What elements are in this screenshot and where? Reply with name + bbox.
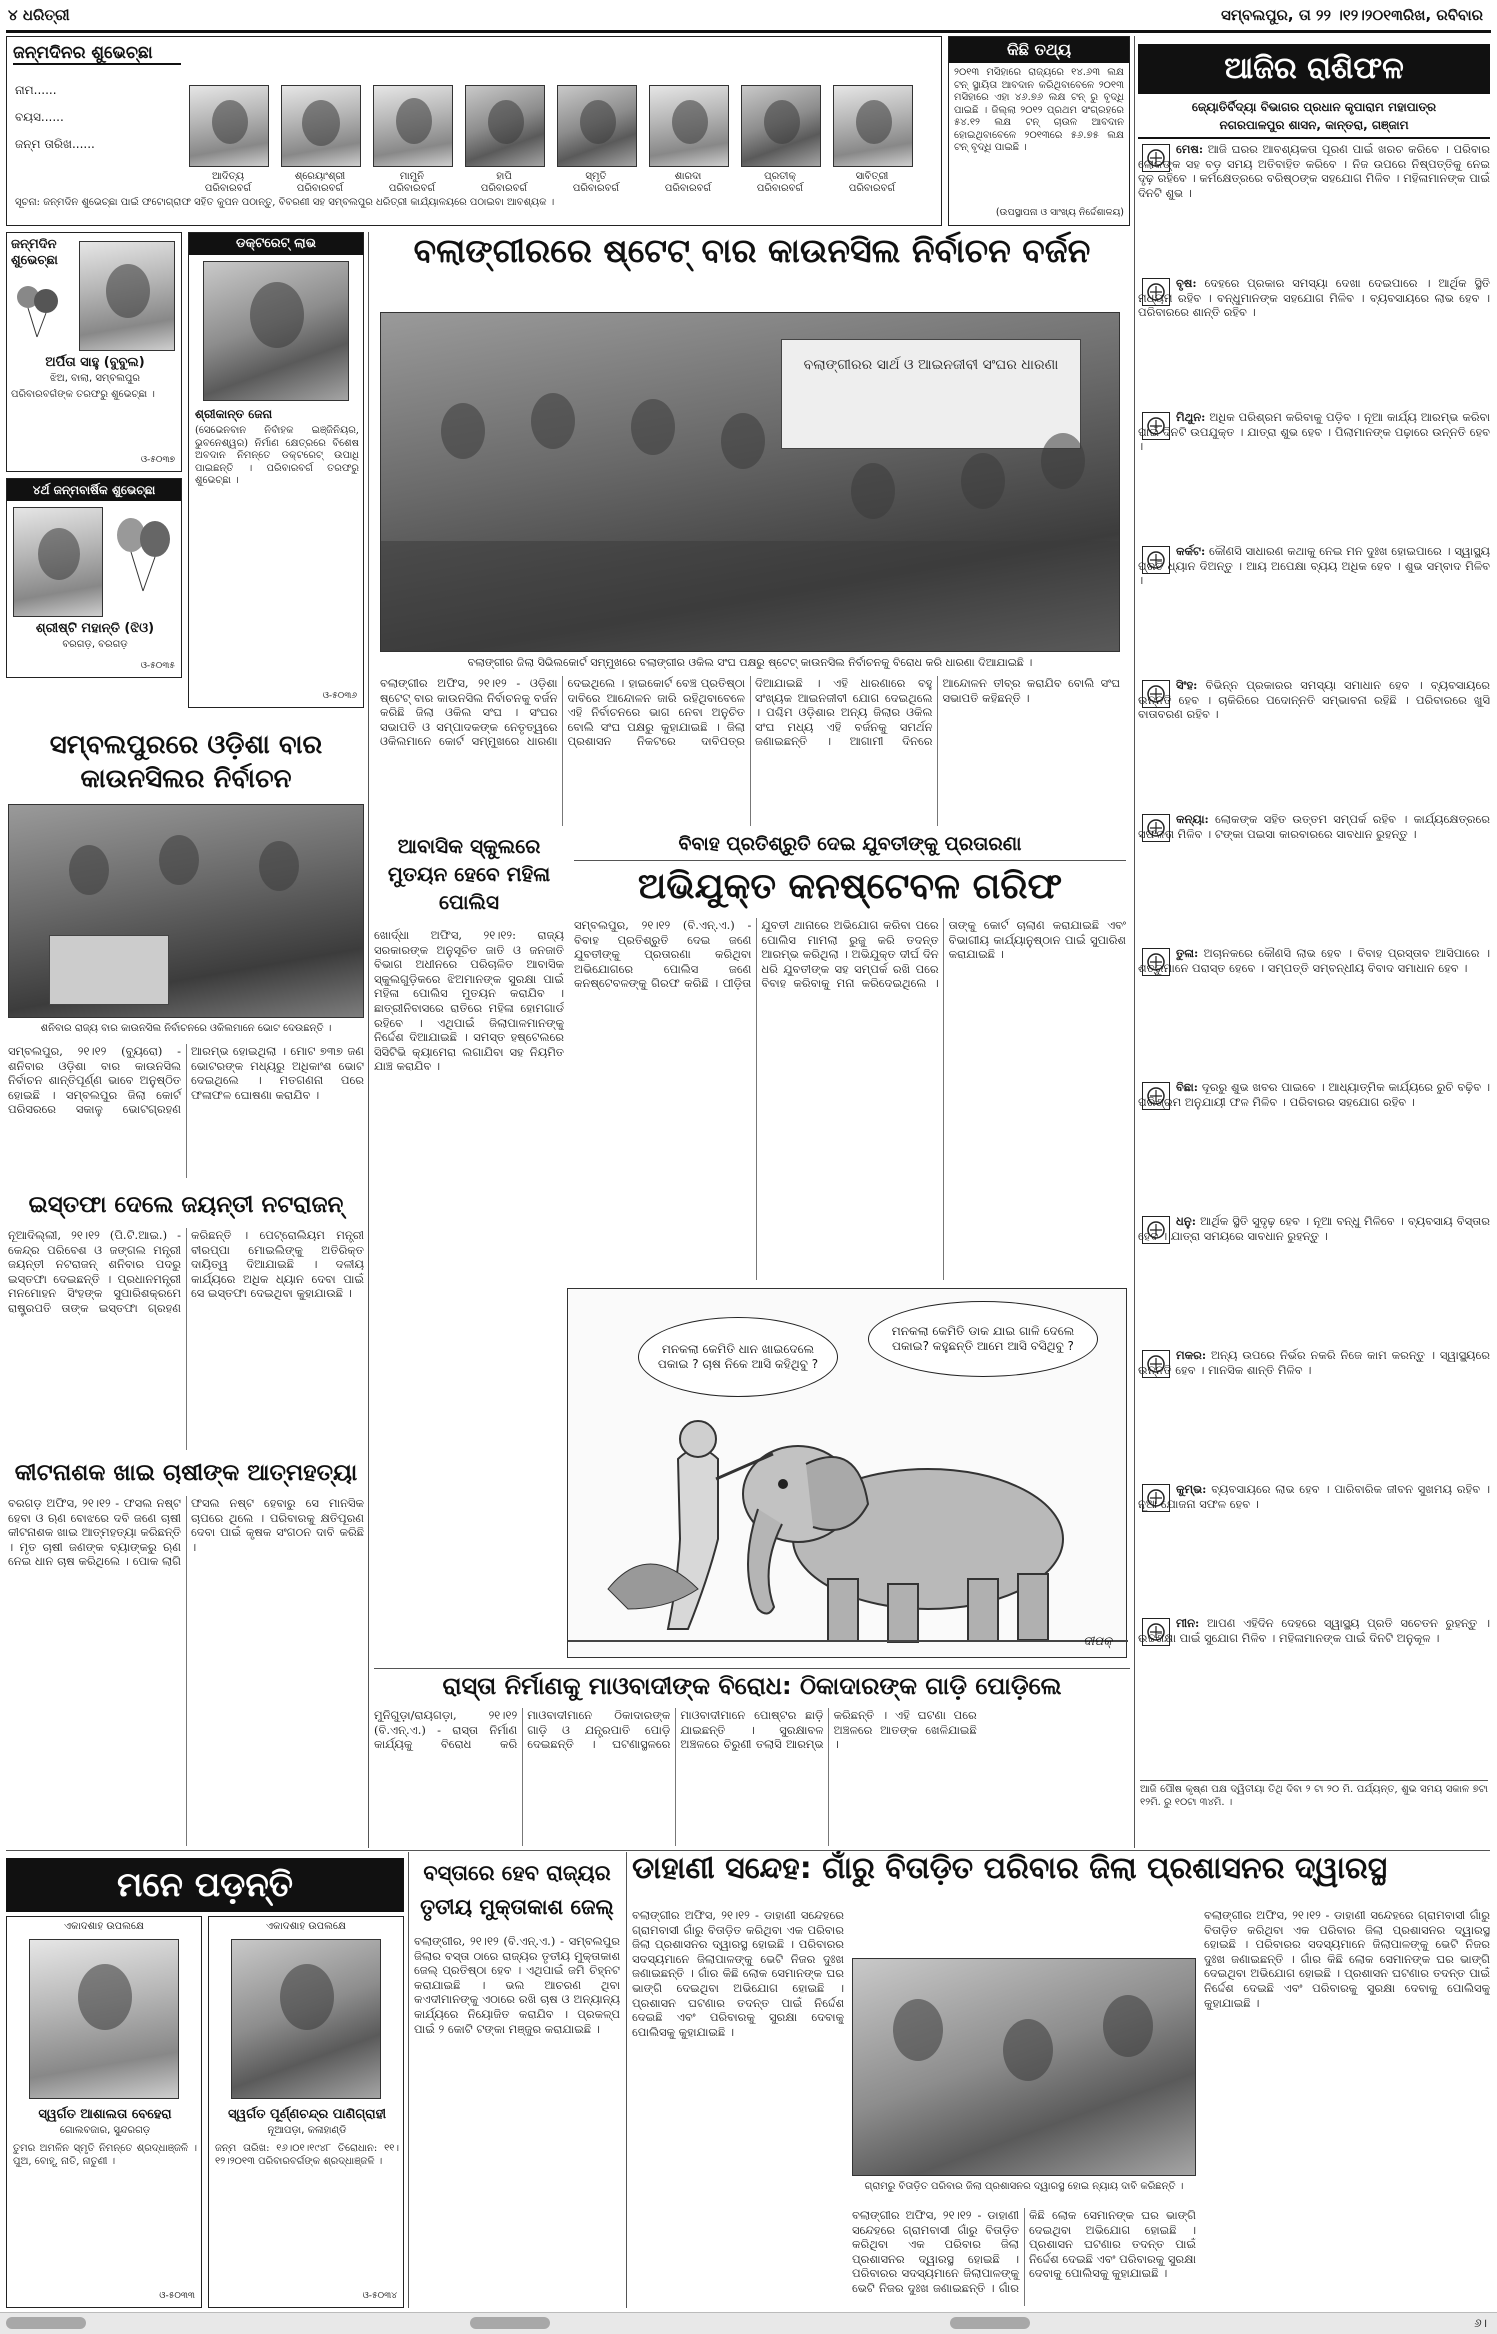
witch-headline: ଡାହାଣୀ ସନ୍ଦେହ: ଗାଁରୁ ବିତାଡ଼ିତ ପରିବାର ଜିଲା ପ୍ରଶାସନର ଦ୍ୱାରସ୍ଥ (632, 1851, 1387, 1886)
zodiac-sign-name: ମକର: (1176, 1348, 1207, 1362)
horoscope-entry (1138, 410, 1490, 540)
birthday-strip (6, 36, 942, 226)
facts-title: କିଛି ତଥ୍ୟ (949, 37, 1129, 63)
anniversary-box (6, 478, 182, 678)
zodiac-sign-text: ଅଧିକ ପରିଶ୍ରମ କରିବାକୁ ପଡ଼ିବ । ନୂଆ କାର୍ଯ୍ୟ ଆରମ୍ଭ କରିବା ପାଇଁ ଦିନଟି ଉପଯୁକ୍ତ । ଯାତ୍ରା ଶୁଭ ହେବ । ପିଲାମାନଙ୍କ ପଢ଼ାରେ ଉନ୍ନତି ହେବ । (1138, 410, 1490, 454)
horoscope-entry (1138, 142, 1490, 272)
zodiac-sign-text: ଅନ୍ୟ ଉପରେ ନିର୍ଭର ନକରି ନିଜେ କାମ କରନ୍ତୁ । ସ୍ୱାସ୍ଥ୍ୟରେ ଉନ୍ନତି ହେବ । ମାନସିକ ଶାନ୍ତି ମିଳିବ । (1138, 1348, 1490, 1377)
cartoon-panel (567, 1288, 1127, 1658)
memorial-card (6, 1916, 202, 2308)
maoist-body: ମୁନିଗୁଡ଼ା/ରାୟଗଡ଼ା, ୨୧।୧୨ (ବି.ଏନ୍.ଏ.) - ରାସ୍ତା ନିର୍ମାଣ କାର୍ଯ୍ୟକୁ ବିରୋଧ କରି ମାଓବାଦୀମାନେ ଠିକାଦାରଙ୍କ ଗାଡ଼ି ଓ ଯନ୍ତ୍ରପାତି ପୋଡ଼ି ଦେଇଛନ୍ତି । ଘଟଣାସ୍ଥଳରେ ମାଓବାଦୀମାନେ ପୋଷ୍ଟର ଛାଡ଼ି ଯାଇଛନ୍ତି । ସୁରକ୍ଷାବଳ ଅଞ୍ଚଳରେ ଚିରୁଣୀ ତଲାସି ଆରମ୍ଭ କରିଛନ୍ତି । ଏହି ଘଟଣା ପରେ ଅଞ୍ଚଳରେ ଆତଙ୍କ ଖେଳିଯାଇଛି । (374, 1708, 977, 1752)
witch-photo (852, 1958, 1196, 2176)
horoscope-entry (1138, 544, 1490, 674)
footer-marker (470, 2317, 550, 2329)
kid-card (275, 85, 365, 193)
doctorate-text: (ସେଭେନବାନ ନିର୍ବାହକ ଇଞ୍ଜିନିୟର, ଭୁବନେଶ୍ୱର) ନିର୍ମାଣ କ୍ଷେତ୍ରରେ ବିଶେଷ ଅବଦାନ ନିମନ୍ତେ ଡକ୍ଟରେଟ୍ ଉପାଧି ପାଇଛନ୍ତି । ପରିବାରବର୍ଗ ତରଫରୁ ଶୁଭେଚ୍ଛା । (195, 425, 359, 486)
horoscope-entry (1138, 946, 1490, 1076)
memorial-text: ଜନ୍ମ ତାରିଖ: ୧୬।୦୧।୧୯୪୮ ତିରୋଧାନ: ୧୧।୧୨।୨୦୧୩ ପରିବାରବର୍ଗଙ୍କ ଶ୍ରଦ୍ଧାଞ୍ଜଳି । (215, 2143, 399, 2167)
form-age-label: ବୟସ...... (15, 110, 64, 124)
memorial-title: ମନେ ପଡ଼ନ୍ତି (6, 1858, 404, 1912)
footer-page-mark: ୬। (1474, 2316, 1487, 2330)
form-dob-label: ଜନ୍ମ ତାରିଖ...... (15, 137, 95, 151)
maoist-headline: ରାସ୍ତା ନିର୍ମାଣକୁ ମାଓବାଦୀଙ୍କ ବିରୋଧ: ଠିକାଦାରଙ୍କ ଗାଡ଼ି ପୋଡ଼ିଲେ (374, 1668, 1130, 1701)
memorial-place: ଗୋଲବଜାର, ସୁନ୍ଦରଗଡ଼ (59, 2125, 151, 2136)
column-rule (408, 1852, 409, 2308)
facts-text: ୨୦୧୩ ମସିହାରେ ରାଜ୍ୟରେ ୧୪.୬୩ ଲକ୍ଷ ଟନ୍ ସ୍ଥାୟିତା ଆବଦାନ କରିଥିବାବେଳେ ୨୦୧୩ ମସିହାରେ ଏହା ୪୬.୭୬ ଲକ୍ଷ ଟନ୍ ରୁ ବୃଦ୍ଧି ପାଇଛି । ଜିଲ୍ଲା ୨୦୧୨ ପ୍ରଥମ ସଂଗ୍ରହରେ ୫୪.୧୨ ଲକ୍ଷ ଟନ୍ ଚାଉଳ ଆବଦାନ ହୋଇଥିବାବେଳେ ୨୦୧୩ରେ ୫୬.୭୫ ଲକ୍ଷ ଟନ୍ ବୃଦ୍ଧି ପାଇଛି । (954, 67, 1124, 153)
birthday-left-photo (79, 241, 175, 351)
memorial-code: ଓ-୫୦୩୩ (159, 2291, 195, 2301)
memorial-text: ତୁମର ଅମଳିନ ସ୍ମୃତି ନିମନ୍ତେ ଶ୍ରଦ୍ଧାଞ୍ଜଳି । ପୁଅ, ବୋହୂ, ନାତି, ନାତୁଣୀ । (13, 2143, 197, 2167)
kid-note: ପରିବାରବର୍ଗ (756, 183, 804, 194)
protest-banner-text: ବଲାଙ୍ଗୀରର ସାର୍ଥ ଓ ଆଇନଜୀବୀ ସଂଘର ଧାରଣା (803, 357, 1059, 373)
birthday-left-relation: ଝିଅ, ବାଲା, ସମ୍ବଲପୁର (50, 373, 140, 384)
kid-card (643, 85, 733, 193)
bar-council-body: ବଲାଙ୍ଗୀର ଅଫିସ, ୨୧।୧୨ - ଓଡ଼ିଶା ଷ୍ଟେଟ୍ ବାର କାଉନସିଲ ନିର୍ବାଚନକୁ ବର୍ଜନ କରିଛି ଜିଲା ଓକିଲ ସଂଘ । ସଂଘର ସଭାପତି ଓ ସମ୍ପାଦକଙ୍କ ନେତୃତ୍ୱରେ ଓକିଲମାନେ କୋର୍ଟ ସମ୍ମୁଖରେ ଧାରଣା ଦେଇଥିଲେ । ହାଇକୋର୍ଟ ବେଞ୍ଚ ପ୍ରତିଷ୍ଠା ଦାବିରେ ଆନ୍ଦୋଳନ ଜାରି ରହିଥିବାବେଳେ ଏହି ନିର୍ବାଚନରେ ଭାଗ ନେବା ଅନୁଚିତ ବୋଲି ସଂଘ ପକ୍ଷରୁ କୁହାଯାଇଛି । ଜିଲା ପ୍ରଶାସନ ନିକଟରେ ଦାବିପତ୍ର ଦିଆଯାଇଛି । ଏହି ଧାରଣାରେ ବହୁ ସଂଖ୍ୟକ ଆଇନଜୀବୀ ଯୋଗ ଦେଇଥିଲେ । ପଶ୍ଚିମ ଓଡ଼ିଶାର ଅନ୍ୟ ଜିଲାର ଓକିଲ ସଂଘ ମଧ୍ୟ ଏହି ବର୍ଜନକୁ ସମର୍ଥନ ଜଣାଇଛନ୍ତି । ଆଗାମୀ ଦିନରେ ଆନ୍ଦୋଳନ ତୀବ୍ର କରାଯିବ ବୋଲି ସଂଘ ସଭାପତି କହିଛନ୍ତି । (380, 676, 1120, 749)
zodiac-sign-name: ମେଷ: (1176, 142, 1204, 156)
zodiac-sign-name: ଧନୁ: (1176, 1214, 1196, 1228)
anniversary-code: ଓ-୫୦୩୫ (140, 661, 175, 671)
memorial-photo (29, 1939, 179, 2099)
birthday-notice: ସୂଚନା: ଜନ୍ମଦିନ ଶୁଭେଚ୍ଛା ପାଇଁ ଫଟୋଗ୍ରାଫ ସହିତ କୁପନ ପଠାନ୍ତୁ, ବିବରଣୀ ସହ ସମ୍ବଲପୁର ଧରିତ୍ରୀ କାର୍ଯ୍ୟାଳୟରେ ପଠାଇବା ଆବଶ୍ୟକ । (15, 197, 555, 208)
memorial-card (208, 1916, 404, 2308)
form-name-label: ନାମ...... (15, 83, 57, 97)
memorial-photo (231, 1939, 381, 2099)
memorial-place: ନୂଆପଡ଼ା, କଳାହାଣ୍ଡି (267, 2125, 347, 2136)
doctorate-box (188, 232, 364, 708)
kid-note: ପରିବାରବର୍ଗ (664, 183, 712, 194)
facts-source: (ଉପସ୍ଥାପନା ଓ ସାଂଖ୍ୟ ନିର୍ଦ୍ଦେଶାଳୟ) (995, 207, 1124, 218)
kid-photo (833, 85, 913, 167)
farmer-headline: କୀଟନାଶକ ଖାଇ ଚାଷୀଙ୍କ ଆତ୍ମହତ୍ୟା (14, 1460, 358, 1486)
zodiac-sign-name: ବୃଷ: (1176, 276, 1197, 290)
zodiac-sign-name: କର୍କଟ: (1176, 544, 1206, 558)
kid-photo (189, 85, 269, 167)
horoscope-entry (1138, 1214, 1490, 1344)
kid-name: ଆଦିତ୍ୟ (212, 171, 244, 182)
birthday-left-name: ଅର୍ପିତା ସାହୁ (ବୁବୁଲ) (45, 355, 145, 370)
dateline: ସମ୍ବଲପୁର, ତା ୨୨ ।୧୨।୨୦୧୩ରିଖ, ରବିବାର (1221, 6, 1483, 24)
kid-photo (373, 85, 453, 167)
horoscope-entry (1138, 276, 1490, 406)
memorial-name: ସ୍ୱର୍ଗତ ପୂର୍ଣ୍ଣଚନ୍ଦ୍ର ପାଣିଗ୍ରାହୀ (227, 2107, 387, 2122)
doctorate-photo (203, 261, 349, 401)
zodiac-sign-text: ଲୋକଙ୍କ ସହିତ ଉତ୍ତମ ସମ୍ପର୍କ ରହିବ । କାର୍ଯ୍ୟକ୍ଷେତ୍ରରେ ସଫଳତା ମିଳିବ । ଟଙ୍କା ପଇସା କାରବାରରେ ସାବଧାନ ରୁହନ୍ତୁ । (1138, 812, 1490, 841)
anniversary-title: ୪ର୍ଥ ଜନ୍ମବାର୍ଷିକ ଶୁଭେଚ୍ଛା (7, 479, 181, 501)
bar-council-headline: ବଲାଙ୍ଗୀରରେ ଷ୍ଟେଟ୍ ବାର କାଉନସିଲ ନିର୍ବାଚନ ବର୍ଜନ (413, 231, 1091, 270)
zodiac-sign-name: ତୁଳା: (1176, 946, 1199, 960)
zodiac-sign-text: ଦେହରେ ପ୍ରକାର ସମସ୍ୟା ଦେଖା ଦେଇପାରେ । ଆର୍ଥିକ ସ୍ଥିତି ମଧ୍ୟମ ରହିବ । ବନ୍ଧୁମାନଙ୍କ ସହଯୋଗ ମିଳିବ । ବ୍ୟବସାୟରେ ଲାଭ ହେବ । ପରିବାରରେ ଶାନ୍ତି ରହିବ । (1138, 276, 1490, 320)
kid-note: ପରିବାରବର୍ଗ (572, 183, 620, 194)
kid-name: ଶାରଦା (674, 171, 702, 182)
page-footer-bar (0, 2312, 1497, 2334)
facts-box (948, 36, 1130, 226)
constable-body: ସମ୍ବଲପୁର, ୨୧।୧୨ (ବି.ଏନ୍.ଏ.) - ବିବାହ ପ୍ରତିଶ୍ରୁତି ଦେଇ ଜଣେ ଯୁବତୀଙ୍କୁ ପ୍ରତାରଣା କରିଥିବା ଅଭିଯୋଗରେ ପୋଲିସ ଜଣେ କନଷ୍ଟେବଳଙ୍କୁ ଗିରଫ କରିଛି । ପୀଡ଼ିତା ଯୁବତୀ ଥାନାରେ ଅଭିଯୋଗ କରିବା ପରେ ପୋଲିସ ମାମଲା ରୁଜୁ କରି ତଦନ୍ତ ଆରମ୍ଭ କରିଥିଲା । ଅଭିଯୁକ୍ତ ଦୀର୍ଘ ଦିନ ଧରି ଯୁବତୀଙ୍କ ସହ ସମ୍ପର୍କ ରଖି ପରେ ବିବାହ କରିବାକୁ ମନା କରିଦେଇଥିଲେ । ତାଙ୍କୁ କୋର୍ଟ ଚାଲାଣ କରାଯାଇଛି ଏବଂ ବିଭାଗୀୟ କାର୍ଯ୍ୟାନୁଷ୍ଠାନ ପାଇଁ ସୁପାରିଶ କରାଯାଇଛି । (574, 918, 1126, 991)
footer-marker (950, 2317, 1030, 2329)
zodiac-sign-text: ବିଭିନ୍ନ ପ୍ରକାରର ସମସ୍ୟା ସମାଧାନ ହେବ । ବ୍ୟବସାୟରେ ଉନ୍ନତି ହେବ । ଚାକିରିରେ ପଦୋନ୍ନତି ସମ୍ଭାବନା ରହିଛି । ପରିବାରରେ ଖୁସି ବାତାବରଣ ରହିବ । (1138, 678, 1490, 722)
cartoon-bubble-right: ମନକଲା କେମିତି ଡାକ ଯାଇ ଗାଳି ଦେଲେ ପକାଇ? କହୁଛନ୍ତି ଆମେ ଆସି ବସିଥିବୁ ? (868, 1301, 1098, 1377)
kid-note: ପରିବାରବର୍ଗ (388, 183, 436, 194)
jail-body: ବଲାଙ୍ଗୀର, ୨୧।୧୨ (ବି.ଏନ୍.ଏ.) - ସମ୍ବଲପୁର ଜିଲାର ବସ୍ତା ଠାରେ ରାଜ୍ୟର ତୃତୀୟ ମୁକ୍ତାକାଶ ଜେଲ୍ ପ୍ରତିଷ୍ଠା ହେବ । ଏଥିପାଇଁ ଜମି ଚିହ୍ନଟ କରାଯାଇଛି । ଭଲ ଆଚରଣ ଥିବା କଏଦୀମାନଙ୍କୁ ଏଠାରେ ରଖି ଚାଷ ଓ ଅନ୍ୟାନ୍ୟ କାର୍ଯ୍ୟରେ ନିୟୋଜିତ କରାଯିବ । ପ୍ରକଳ୍ପ ପାଇଁ ୨ କୋଟି ଟଙ୍କା ମଞ୍ଜୁର କରାଯାଇଛି । (414, 1934, 620, 2036)
doctorate-title: ଡକ୍ଟରେଟ୍ ଲାଭ (189, 233, 363, 255)
zodiac-sign-name: ମିଥୁନ: (1176, 410, 1206, 424)
sambalpur-bar-caption: ଶନିବାର ରାଜ୍ୟ ବାର କାଉନସିଲ ନିର୍ବାଚନରେ ଓକିଲମାନେ ଭୋଟ ଦେଉଛନ୍ତି । (40, 1023, 332, 1034)
kid-photo (649, 85, 729, 167)
anniversary-photo (13, 507, 103, 617)
doctorate-name: ଶ୍ରୀକାନ୍ତ ଜେନା (195, 407, 273, 421)
balloons-icon (111, 513, 175, 593)
witch-body-right: ବଲାଙ୍ଗୀର ଅଫିସ, ୨୧।୧୨ - ଡାହାଣୀ ସନ୍ଦେହରେ ଗ୍ରାମବାସୀ ଗାଁରୁ ବିତାଡ଼ିତ କରିଥିବା ଏକ ପରିବାର ଜିଲା ପ୍ରଶାସନର ଦ୍ୱାରସ୍ଥ ହୋଇଛି । ପରିବାରର ସଦସ୍ୟମାନେ ଜିଲାପାଳଙ୍କୁ ଭେଟି ନିଜର ଦୁଃଖ ଜଣାଇଛନ୍ତି । ଗାଁର କିଛି ଲୋକ ସେମାନଙ୍କ ଘର ଭାଙ୍ଗି ଦେଇଥିବା ଅଭିଯୋଗ ହୋଇଛି । ପ୍ରଶାସନ ଘଟଣାର ତଦନ୍ତ ପାଇଁ ନିର୍ଦ୍ଦେଶ ଦେଇଛି ଏବଂ ପରିବାରକୁ ସୁରକ୍ଷା ଦେବାକୁ ପୋଲିସକୁ କୁହାଯାଇଛି । (1204, 1908, 1490, 2010)
kid-card (459, 85, 549, 193)
police-school-headline: ଆବାସିକ ସ୍କୁଲରେ ମୁତୟନ ହେବେ ମହିଳା ପୋଲିସ (387, 834, 551, 914)
horoscope-entry (1138, 1616, 1490, 1746)
zodiac-sign-text: କୌଣସି ସାଧାରଣ କଥାକୁ ନେଇ ମନ ଦୁଃଖ ହୋଇପାରେ । ସ୍ୱାସ୍ଥ୍ୟ ପ୍ରତି ଧ୍ୟାନ ଦିଅନ୍ତୁ । ଆୟ ଅପେକ୍ଷା ବ୍ୟୟ ଅଧିକ ହେବ । ଶୁଭ ସମ୍ବାଦ ମିଳିବ । (1138, 544, 1490, 588)
horoscope-entry (1138, 1080, 1490, 1210)
resignation-body: ନୂଆଦିଲ୍ଲୀ, ୨୧।୧୨ (ପି.ଟି.ଆଇ.) - କେନ୍ଦ୍ର ପରିବେଶ ଓ ଜଙ୍ଗଲ ମନ୍ତ୍ରୀ ଜୟନ୍ତୀ ନଟରାଜନ୍ ଶନିବାର ପଦରୁ ଇସ୍ତଫା ଦେଇଛନ୍ତି । ପ୍ରଧାନମନ୍ତ୍ରୀ ମନମୋହନ ସିଂହଙ୍କ ସୁପାରିଶକ୍ରମେ ରାଷ୍ଟ୍ରପତି ତାଙ୍କ ଇସ୍ତଫା ଗ୍ରହଣ କରିଛନ୍ତି । ପେଟ୍ରୋଲିୟମ ମନ୍ତ୍ରୀ ବୀରପ୍ପା ମୋଇଲିଙ୍କୁ ଅତିରିକ୍ତ ଦାୟିତ୍ୱ ଦିଆଯାଇଛି । ଦଳୀୟ କାର୍ଯ୍ୟରେ ଅଧିକ ଧ୍ୟାନ ଦେବା ପାଇଁ ସେ ଇସ୍ତଫା ଦେଇଥିବା କୁହାଯାଉଛି । (8, 1228, 364, 1315)
memorial-code: ଓ-୫୦୩୪ (362, 2291, 397, 2301)
horoscope-entry (1138, 678, 1490, 808)
horoscope-entry (1138, 812, 1490, 942)
memorial-name: ସ୍ୱର୍ଗତ ଆଶାଲତା ବେହେରା (38, 2107, 172, 2122)
kid-card (735, 85, 825, 193)
birthday-form (15, 77, 175, 158)
kid-card (367, 85, 457, 193)
birthday-left-title: ଜନ୍ମଦିନ ଶୁଭେଚ୍ଛା (11, 237, 58, 268)
zodiac-sign-name: ମୀନ: (1176, 1616, 1200, 1630)
horoscope-list (1138, 142, 1490, 1772)
zodiac-sign-text: ଆଜି ଘରର ଆବଶ୍ୟକତା ପୂରଣ ପାଇଁ ଖରଚ କରିବେ । ପରିବାର ଲୋକଙ୍କ ସହ ବଡ଼ ସମୟ ଅତିବାହିତ କରିବେ । ନିଜ ଉପରେ ନିଷ୍ପତ୍ତିକୁ ନେଇ ଦୃଢ଼ ରହିବେ । କର୍ମକ୍ଷେତ୍ରରେ ବରିଷ୍ଠଙ୍କ ସହଯୋଗ ମିଳିବ । ମହିଳାମାନଙ୍କ ପାଇଁ ଦିନଟି ଶୁଭ । (1138, 142, 1490, 200)
kid-name: ପ୍ରତୀକ୍ (764, 171, 796, 182)
witch-body-left: ବଲାଙ୍ଗୀର ଅଫିସ, ୨୧।୧୨ - ଡାହାଣୀ ସନ୍ଦେହରେ ଗ୍ରାମବାସୀ ଗାଁରୁ ବିତାଡ଼ିତ କରିଥିବା ଏକ ପରିବାର ଜିଲା ପ୍ରଶାସନର ଦ୍ୱାରସ୍ଥ ହୋଇଛି । ପରିବାରର ସଦସ୍ୟମାନେ ଜିଲାପାଳଙ୍କୁ ଭେଟି ନିଜର ଦୁଃଖ ଜଣାଇଛନ୍ତି । ଗାଁର କିଛି ଲୋକ ସେମାନଙ୍କ ଘର ଭାଙ୍ଗି ଦେଇଥିବା ଅଭିଯୋଗ ହୋଇଛି । ପ୍ରଶାସନ ଘଟଣାର ତଦନ୍ତ ପାଇଁ ନିର୍ଦ୍ଦେଶ ଦେଇଛି ଏବଂ ପରିବାରକୁ ସୁରକ୍ଷା ଦେବାକୁ ପୋଲିସକୁ କୁହାଯାଇଛି । (632, 1908, 844, 2039)
horoscope-title: ଆଜିର ରାଶିଫଳ (1138, 44, 1490, 94)
horoscope-entry (1138, 1348, 1490, 1478)
anniversary-relation: ବରଗଡ଼, ବରଗଡ଼ (62, 639, 128, 650)
memorial-tag: ଏକାଦଶାହ ଉପଲକ୍ଷେ (64, 1921, 144, 1932)
zodiac-sign-name: କୁମ୍ଭ: (1176, 1482, 1207, 1496)
birthday-left-note: ପରିବାରବର୍ଗଙ୍କ ତରଫରୁ ଶୁଭେଚ୍ଛା । (11, 389, 155, 400)
elephant-illustration (568, 1289, 1128, 1659)
protest-banner (781, 339, 1081, 449)
zodiac-sign-text: ଆପଣ ଏହିଦିନ ଦେହରେ ସ୍ୱାସ୍ଥ୍ୟ ପ୍ରତି ସଚେତନ ରୁହନ୍ତୁ । ଉଚ୍ଚଶିକ୍ଷା ପାଇଁ ସୁଯୋଗ ମିଳିବ । ମହିଳାମାନଙ୍କ ପାଇଁ ଦିନଟି ଅନୁକୂଳ । (1138, 1616, 1490, 1645)
zodiac-sign-text: ଦୂରରୁ ଶୁଭ ଖବର ପାଇବେ । ଆଧ୍ୟାତ୍ମିକ କାର୍ଯ୍ୟରେ ରୁଚି ବଢ଼ିବ । ପରିଶ୍ରମ ଅନୁଯାୟୀ ଫଳ ମିଳିବ । ପରିବାରର ସହଯୋଗ ରହିବ । (1138, 1080, 1490, 1109)
column-rule (1134, 36, 1135, 1848)
kid-note: ପରିବାରବର୍ଗ (480, 183, 528, 194)
kid-photo (465, 85, 545, 167)
memorial-tag: ଏକାଦଶାହ ଉପଲକ୍ଷେ (266, 1921, 346, 1932)
kid-card (183, 85, 273, 193)
birthday-strip-title: ଜନ୍ମଦିନର ଶୁଭେଚ୍ଛା (13, 43, 181, 65)
kid-name: ଶ୍ରେୟାଂଶ୍ରୀ (294, 171, 346, 182)
kid-note: ପରିବାରବର୍ଗ (296, 183, 344, 194)
balloons-icon (13, 279, 63, 339)
cartoon-bubble-left: ମନକଲା କେମିତି ଧାନ ଖାଇଦେଲେ ପକାଇ ? ଚାଷ ନିକେ ଆସି କହିଥିବୁ ? (638, 1317, 838, 1397)
bar-council-photo (380, 312, 1120, 652)
horoscope-footer: ଆଜି ପୌଷ କୃଷ୍ଣ ପକ୍ଷ ଦ୍ୱିତୀୟା ତିଥି ଦିବା ୨ ଟା ୨୦ ମି. ପର୍ଯ୍ୟନ୍ତ, ଶୁଭ ସମୟ ସକାଳ ୭ଟା ୧୨ମି. ରୁ ୧୦ଟା ୩୪ମି. । (1140, 1780, 1488, 1838)
kid-card (551, 85, 641, 193)
constable-headline: ଅଭିଯୁକ୍ତ କନଷ୍ଟେବଳ ଗରିଫ (637, 866, 1063, 907)
horoscope-address: ନଗରପାଳପୁର ଶାସନ, କାନ୍ତରା, ଗଞ୍ଜାମ (1138, 118, 1490, 139)
kid-name: ମାମୁନି (399, 171, 425, 182)
section-rule (6, 1850, 1490, 1851)
zodiac-sign-name: ବିଛା: (1176, 1080, 1199, 1094)
resignation-headline: ଇସ୍ତଫା ଦେଲେ ଜୟନ୍ତୀ ନଟରାଜନ୍ (28, 1192, 344, 1218)
sambalpur-bar-headline: ସମ୍ବଲପୁରରେ ଓଡ଼ିଶା ବାର କାଉନସିଲର ନିର୍ବାଚନ (49, 730, 323, 794)
kid-name: ସ୍ମୃତି (585, 171, 607, 182)
kid-name: ସାବିତ୍ରୀ (855, 171, 889, 182)
zodiac-sign-text: ଅଚାନକରେ କୌଣସି ଲାଭ ହେବ । ବିବାହ ପ୍ରସ୍ତାବ ଆସିପାରେ । ଶତ୍ରୁମାନେ ପରାସ୍ତ ହେବେ । ସମ୍ପତ୍ତି ସମ୍ବନ୍ଧୀୟ ବିବାଦ ସମାଧାନ ହେବ । (1138, 946, 1490, 975)
kid-name: ହାପି (496, 171, 512, 182)
farmer-body: ବରଗଡ଼ ଅଫିସ, ୨୧।୧୨ - ଫସଲ ନଷ୍ଟ ହେବା ଓ ଋଣ ବୋଝରେ ଦବି ଜଣେ ଚାଷୀ କୀଟନାଶକ ଖାଇ ଆତ୍ମହତ୍ୟା କରିଛନ୍ତି । ମୃତ ଚାଷୀ ଜଣଙ୍କ ବ୍ୟାଙ୍କରୁ ଋଣ ନେଇ ଧାନ ଚାଷ କରିଥିଲେ । ପୋକ ଲାଗି ଫସଲ ନଷ୍ଟ ହେବାରୁ ସେ ମାନସିକ ଚାପରେ ଥିଲେ । ପରିବାରକୁ କ୍ଷତିପୂରଣ ଦେବା ପାଇଁ କୃଷକ ସଂଗଠନ ଦାବି କରିଛି । (8, 1496, 364, 1569)
zodiac-sign-name: କନ୍ୟା: (1176, 812, 1209, 826)
witch-body-bottom: ବଲାଙ୍ଗୀର ଅଫିସ, ୨୧।୧୨ - ଡାହାଣୀ ସନ୍ଦେହରେ ଗ୍ରାମବାସୀ ଗାଁରୁ ବିତାଡ଼ିତ କରିଥିବା ଏକ ପରିବାର ଜିଲା ପ୍ରଶାସନର ଦ୍ୱାରସ୍ଥ ହୋଇଛି । ପରିବାରର ସଦସ୍ୟମାନେ ଜିଲାପାଳଙ୍କୁ ଭେଟି ନିଜର ଦୁଃଖ ଜଣାଇଛନ୍ତି । ଗାଁର କିଛି ଲୋକ ସେମାନଙ୍କ ଘର ଭାଙ୍ଗି ଦେଇଥିବା ଅଭିଯୋଗ ହୋଇଛି । ପ୍ରଶାସନ ଘଟଣାର ତଦନ୍ତ ପାଇଁ ନିର୍ଦ୍ଦେଶ ଦେଇଛି ଏବଂ ପରିବାରକୁ ସୁରକ୍ଷା ଦେବାକୁ ପୋଲିସକୁ କୁହାଯାଇଛି । (852, 2208, 1196, 2295)
kid-photo (281, 85, 361, 167)
page-number: ୪ ଧରିତ୍ରୀ (8, 6, 70, 24)
kid-note: ପରିବାରବର୍ଗ (848, 183, 896, 194)
column-rule (368, 232, 369, 1848)
zodiac-sign-name: ସିଂହ: (1176, 678, 1198, 692)
kid-note: ପରିବାରବର୍ଗ (204, 183, 252, 194)
doctorate-code: ଓ-୫୦୩୬ (322, 691, 357, 701)
birthday-left-box (6, 232, 182, 472)
header-rule (6, 30, 1491, 33)
kid-photo (557, 85, 637, 167)
constable-kicker: ବିବାହ ପ୍ରତିଶ୍ରୁତି ଦେଇ ଯୁବତୀଙ୍କୁ ପ୍ରତାରଣା (574, 834, 1126, 861)
sambalpur-bar-body: ସମ୍ବଲପୁର, ୨୧।୧୨ (ବ୍ୟୁରୋ) - ଶନିବାର ଓଡ଼ିଶା ବାର କାଉନସିଲ ନିର୍ବାଚନ ଶାନ୍ତିପୂର୍ଣ୍ଣ ଭାବେ ଅନୁଷ୍ଠିତ ହୋଇଛି । ସମ୍ବଲପୁର ଜିଲା କୋର୍ଟ ପରିସରରେ ସକାଳୁ ଭୋଟଗ୍ରହଣ ଆରମ୍ଭ ହୋଇଥିଲା । ମୋଟ ୭୩୭ ଜଣ ଭୋଟରଙ୍କ ମଧ୍ୟରୁ ଅଧିକାଂଶ ଭୋଟ ଦେଇଥିଲେ । ମତଗଣନା ପରେ ଫଳାଫଳ ଘୋଷଣା କରାଯିବ । (8, 1044, 364, 1117)
zodiac-sign-text: ଆର୍ଥିକ ସ୍ଥିତି ସୁଦୃଢ଼ ହେବ । ନୂଆ ବନ୍ଧୁ ମିଳିବେ । ବ୍ୟବସାୟ ବିସ୍ତାର ହେବ । ଯାତ୍ରା ସମୟରେ ସାବଧାନ ରୁହନ୍ତୁ । (1138, 1214, 1490, 1243)
witch-caption: ଗ୍ରାମରୁ ବିତାଡ଼ିତ ପରିବାର ଜିଲା ପ୍ରଶାସନର ଦ୍ୱାରସ୍ଥ ହୋଇ ନ୍ୟାୟ ଦାବି କରିଛନ୍ତି । (864, 2181, 1184, 2192)
horoscope-entry (1138, 1482, 1490, 1612)
kid-card (827, 85, 917, 193)
footer-marker (6, 2317, 86, 2329)
police-school-body: ଖୋର୍ଦ୍ଧା ଅଫିସ, ୨୧।୧୨: ରାଜ୍ୟ ସରକାରଙ୍କ ଅନୁସୂଚିତ ଜାତି ଓ ଜନଜାତି ବିଭାଗ ଅଧୀନରେ ପରିଚାଳିତ ଆବାସିକ ସ୍କୁଲଗୁଡ଼ିକରେ ଝିଅମାନଙ୍କ ସୁରକ୍ଷା ପାଇଁ ମହିଳା ପୋଲିସ ମୁତୟନ କରାଯିବ । ଛାତ୍ରୀନିବାସରେ ରାତିରେ ମହିଳା ହୋମଗାର୍ଡ ରହିବେ । ଏଥିପାଇଁ ଜିଲାପାଳମାନଙ୍କୁ ନିର୍ଦ୍ଦେଶ ଦିଆଯାଇଛି । ସମସ୍ତ ହଷ୍ଟେଲରେ ସିସିଟିଭି କ୍ୟାମେରା ଲଗାଯିବା ସହ ନିୟମିତ ଯାଞ୍ଚ କରାଯିବ । (374, 928, 564, 1074)
sambalpur-bar-photo (8, 804, 364, 1018)
zodiac-sign-text: ବ୍ୟବସାୟରେ ଲାଭ ହେବ । ପାରିବାରିକ ଜୀବନ ସୁଖମୟ ରହିବ । ନୂଆ ଯୋଜନା ସଫଳ ହେବ । (1138, 1482, 1490, 1511)
bar-council-caption: ବଲାଙ୍ଗୀର ଜିଲା ସିଭିଲକୋର୍ଟ ସମ୍ମୁଖରେ ବଲାଙ୍ଗୀର ଓକିଲ ସଂଘ ପକ୍ଷରୁ ଷ୍ଟେଟ୍ କାଉନସିଲ ନିର୍ବାଚନକୁ ବିରୋଧ କରି ଧାରଣା ଦିଆଯାଇଛି । (467, 656, 1033, 669)
jail-headline: ବସ୍ତାରେ ହେବ ରାଜ୍ୟର ତୃତୀୟ ମୁକ୍ତାକାଶ ଜେଲ୍ (420, 1861, 614, 1919)
cartoon-signature: ଦୀପକ୍ (1083, 1634, 1112, 1648)
kid-photo (741, 85, 821, 167)
column-rule (626, 1852, 627, 2308)
horoscope-author: ଜ୍ୟୋତିର୍ବିଦ୍ୟା ବିଭାଗର ପ୍ରଧାନ କୃପାରାମ ମହାପାତ୍ର (1191, 100, 1437, 114)
birthday-left-code: ଓ-୫୦୩୭ (140, 455, 175, 465)
anniversary-name: ଶ୍ରୀଷ୍ଟି ମହାନ୍ତି (ଝିଓ) (35, 621, 155, 636)
